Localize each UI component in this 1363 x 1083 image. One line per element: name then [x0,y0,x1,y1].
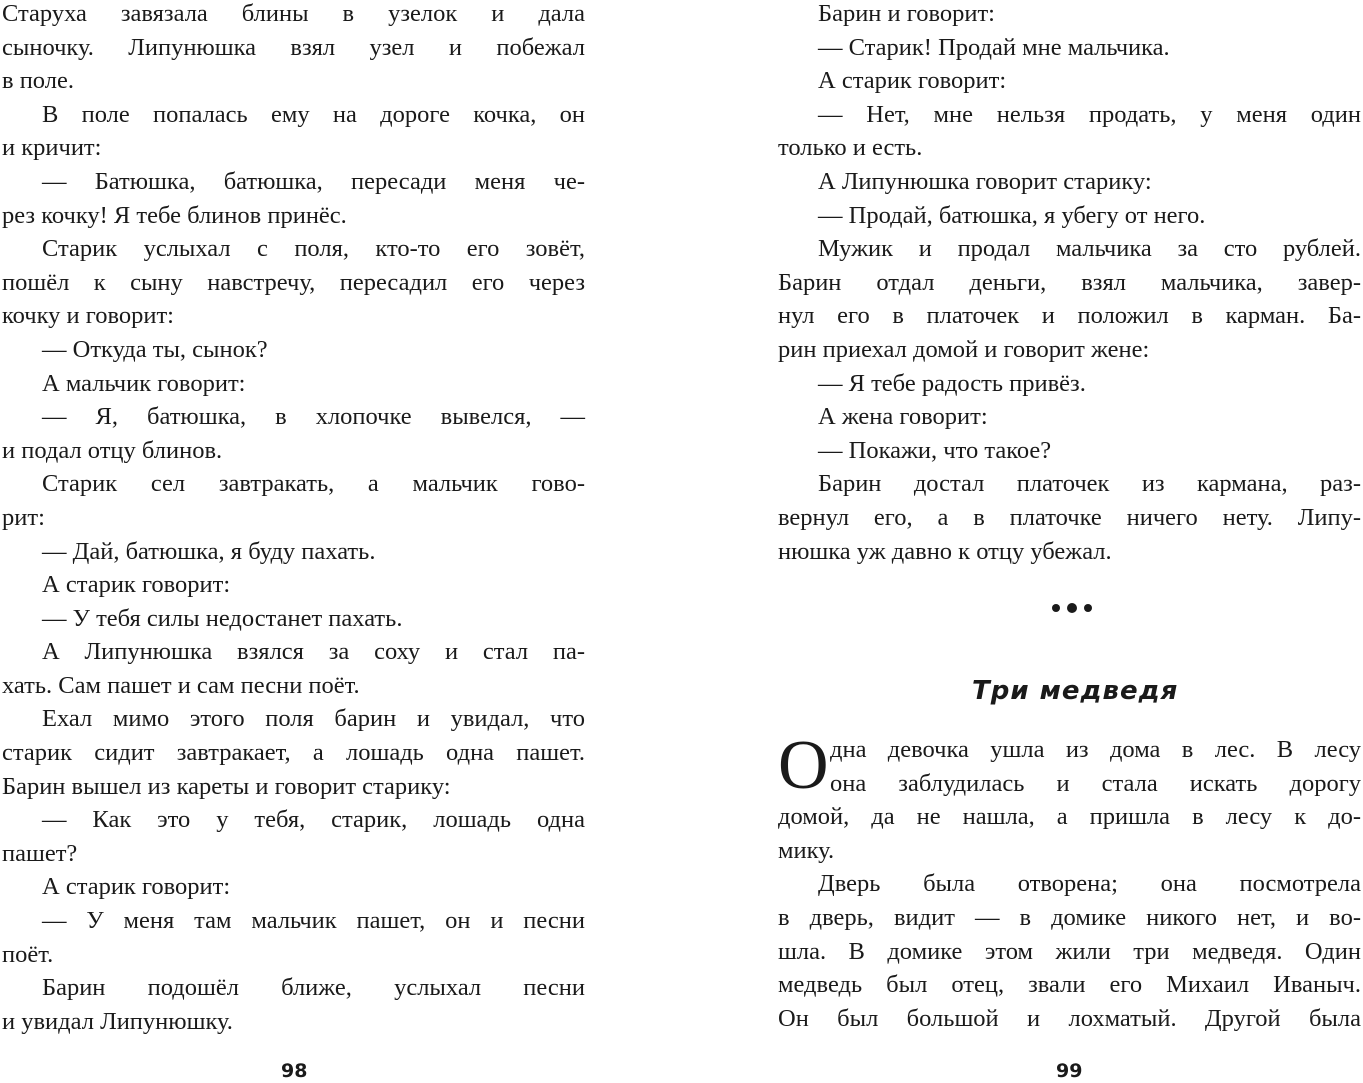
text-line [2,367,585,401]
text-line [2,837,585,871]
text-line-content: кочку и говорит: [2,302,174,330]
text-line [778,968,1361,1002]
text-line-content: Барин достал платочек из кармана, раз- [818,470,1361,498]
text-line [778,501,1361,535]
ornament-dot [1067,603,1077,613]
text-line [778,935,1361,969]
text-line [2,64,585,98]
text-line-content: Ехал мимо этого поля барин и увидал, что [42,705,585,733]
text-line-content: шла. В домике этом жили три медведя. Один [778,937,1361,965]
text-line-content: только и есть. [778,134,923,162]
text-line [778,434,1361,468]
text-line [778,834,1361,868]
text-line-content: вернул его, а в платочке ничего нету. Липу- [778,503,1361,531]
text-line [778,98,1361,132]
text-line [778,266,1361,300]
text-line [2,400,585,434]
text-line [778,867,1361,901]
text-line-content: — Откуда ты, сынок? [42,335,268,363]
text-line [778,165,1361,199]
text-line-content: Старик сел завтракать, а мальчик гово- [42,470,585,498]
text-line [778,1002,1361,1036]
text-line [2,803,585,837]
text-line-content: В поле попалась ему на дороге кочка, он [42,100,585,128]
right-page-text [778,0,1361,568]
text-line [2,131,585,165]
text-line [778,131,1361,165]
text-line-content: — Я тебе радость привёз. [818,369,1086,397]
text-line [2,434,585,468]
text-line [778,535,1361,569]
text-line-content: — Батюшка, батюшка, пересади меня че- [42,167,585,195]
text-line [778,199,1361,233]
text-line-content: Барин отдал деньги, взял мальчика, завер- [778,268,1361,296]
text-line-content: Старик услыхал с поля, кто-то его зовёт, [42,235,585,263]
text-line [778,367,1361,401]
text-line [2,971,585,1005]
text-line-content: в дверь, видит — в домике никого нет, и во- [778,903,1361,931]
text-line-content: — Покажи, что такое? [818,436,1052,464]
text-line-content: А жена говорит: [818,403,988,431]
text-line-content: А старик говорит: [818,67,1007,95]
text-line [2,938,585,972]
text-line-content: А Липунюшка говорит старику: [818,167,1152,195]
text-line [778,800,1361,834]
text-line-content: А Липунюшка взялся за соху и стал па- [42,638,585,666]
text-line [778,31,1361,65]
text-line-content: — Старик! Продай мне мальчика. [818,33,1170,61]
text-line [778,64,1361,98]
text-line [778,901,1361,935]
text-line [2,736,585,770]
text-line-content: Барин вышел из кареты и говорит старику: [2,772,451,800]
text-line [2,602,585,636]
page-number-right: 99 [1056,1060,1083,1082]
text-line-content: домой, да не нашла, а пришла в лесу к до- [778,803,1361,831]
text-line-content: Он был большой и лохматый. Другой была [778,1004,1361,1032]
page-number-left: 98 [281,1060,308,1082]
text-line [2,199,585,233]
text-line-content: и увидал Липунюшку. [2,1007,233,1035]
text-line-content: — Я, батюшка, в хлопочке вывелся, — [42,403,585,431]
text-line-content: А старик говорит: [42,571,231,599]
text-line-content: — У меня там мальчик пашет, он и песни [42,907,585,935]
text-line [778,400,1361,434]
text-line [778,232,1361,266]
text-line [778,0,1361,31]
text-line-content: она заблудилась и стала искать дорогу [830,769,1361,797]
text-line [2,165,585,199]
text-line-content: — Нет, мне нельзя продать, у меня один [818,100,1361,128]
text-line-content: пашет? [2,839,78,867]
text-line [2,0,585,31]
ornament-dot [1084,604,1092,612]
text-line-content: и кричит: [2,134,102,162]
text-line-content: — Продай, батюшка, я убегу от него. [818,201,1206,229]
text-line [2,467,585,501]
text-line [2,333,585,367]
text-line-content: рин приехал домой и говорит жене: [778,335,1150,363]
text-line [778,333,1361,367]
text-line-content: нул его в платочек и положил в карман. Ба- [778,302,1361,330]
text-line [2,1005,585,1039]
text-line-content: нюшка уж давно к отцу убежал. [778,537,1112,565]
text-line-content: — Как это у тебя, старик, лошадь одна [42,806,585,834]
text-line-content: А мальчик говорит: [42,369,246,397]
section-separator-ornament [1052,600,1092,616]
text-line [2,266,585,300]
text-line-content: в поле. [2,67,74,95]
text-line [2,501,585,535]
text-line [2,98,585,132]
ornament-dot [1052,604,1060,612]
text-line-content: хать. Сам пашет и сам песни поёт. [2,671,360,699]
text-line-content: Мужик и продал мальчика за сто рублей. [818,235,1361,263]
text-line [2,568,585,602]
text-line-content: сыночку. Липунюшка взял узел и побежал [2,33,585,61]
text-line [2,770,585,804]
text-line [2,870,585,904]
story-title: Три медведя [972,676,1179,706]
text-line [778,733,1361,767]
text-line-content: рез кочку! Я тебе блинов принёс. [2,201,347,229]
text-line-content: Барин и говорит: [818,0,995,27]
text-line-content: поёт. [2,940,54,968]
text-line [778,767,1361,801]
text-line [2,904,585,938]
text-line [2,299,585,333]
text-line-content: пошёл к сыну навстречу, пересадил его через [2,268,585,296]
text-line [2,232,585,266]
text-line-content: рит: [2,503,45,531]
text-line-content: — У тебя силы недостанет пахать. [42,604,403,632]
text-line-content: и подал отцу блинов. [2,436,223,464]
drop-cap-letter: О [778,727,829,804]
story-paragraphs [778,727,1361,1035]
text-line [778,299,1361,333]
text-line-content: — Дай, батюшка, я буду пахать. [42,537,376,565]
text-line-content: Старуха завязала блины в узелок и дала [2,0,585,27]
text-line-content: старик сидит завтракает, а лошадь одна пашет. [2,739,585,767]
text-line-content: мику. [778,836,835,864]
text-line [2,31,585,65]
text-line-content: А старик говорит: [42,873,231,901]
story-text [778,727,1361,1035]
text-line-content: Дверь была отворена; она посмотрела [818,870,1361,898]
left-page-text [2,0,585,1038]
text-line [778,467,1361,501]
text-line [2,535,585,569]
text-line [2,669,585,703]
text-line [2,702,585,736]
text-line-content: медведь был отец, звали его Михаил Иваныч. [778,971,1361,999]
text-line [2,635,585,669]
text-line-content: Барин подошёл ближе, услыхал песни [42,974,585,1002]
text-line-content: дна девочка ушла из дома в лес. В лесу [830,736,1361,763]
